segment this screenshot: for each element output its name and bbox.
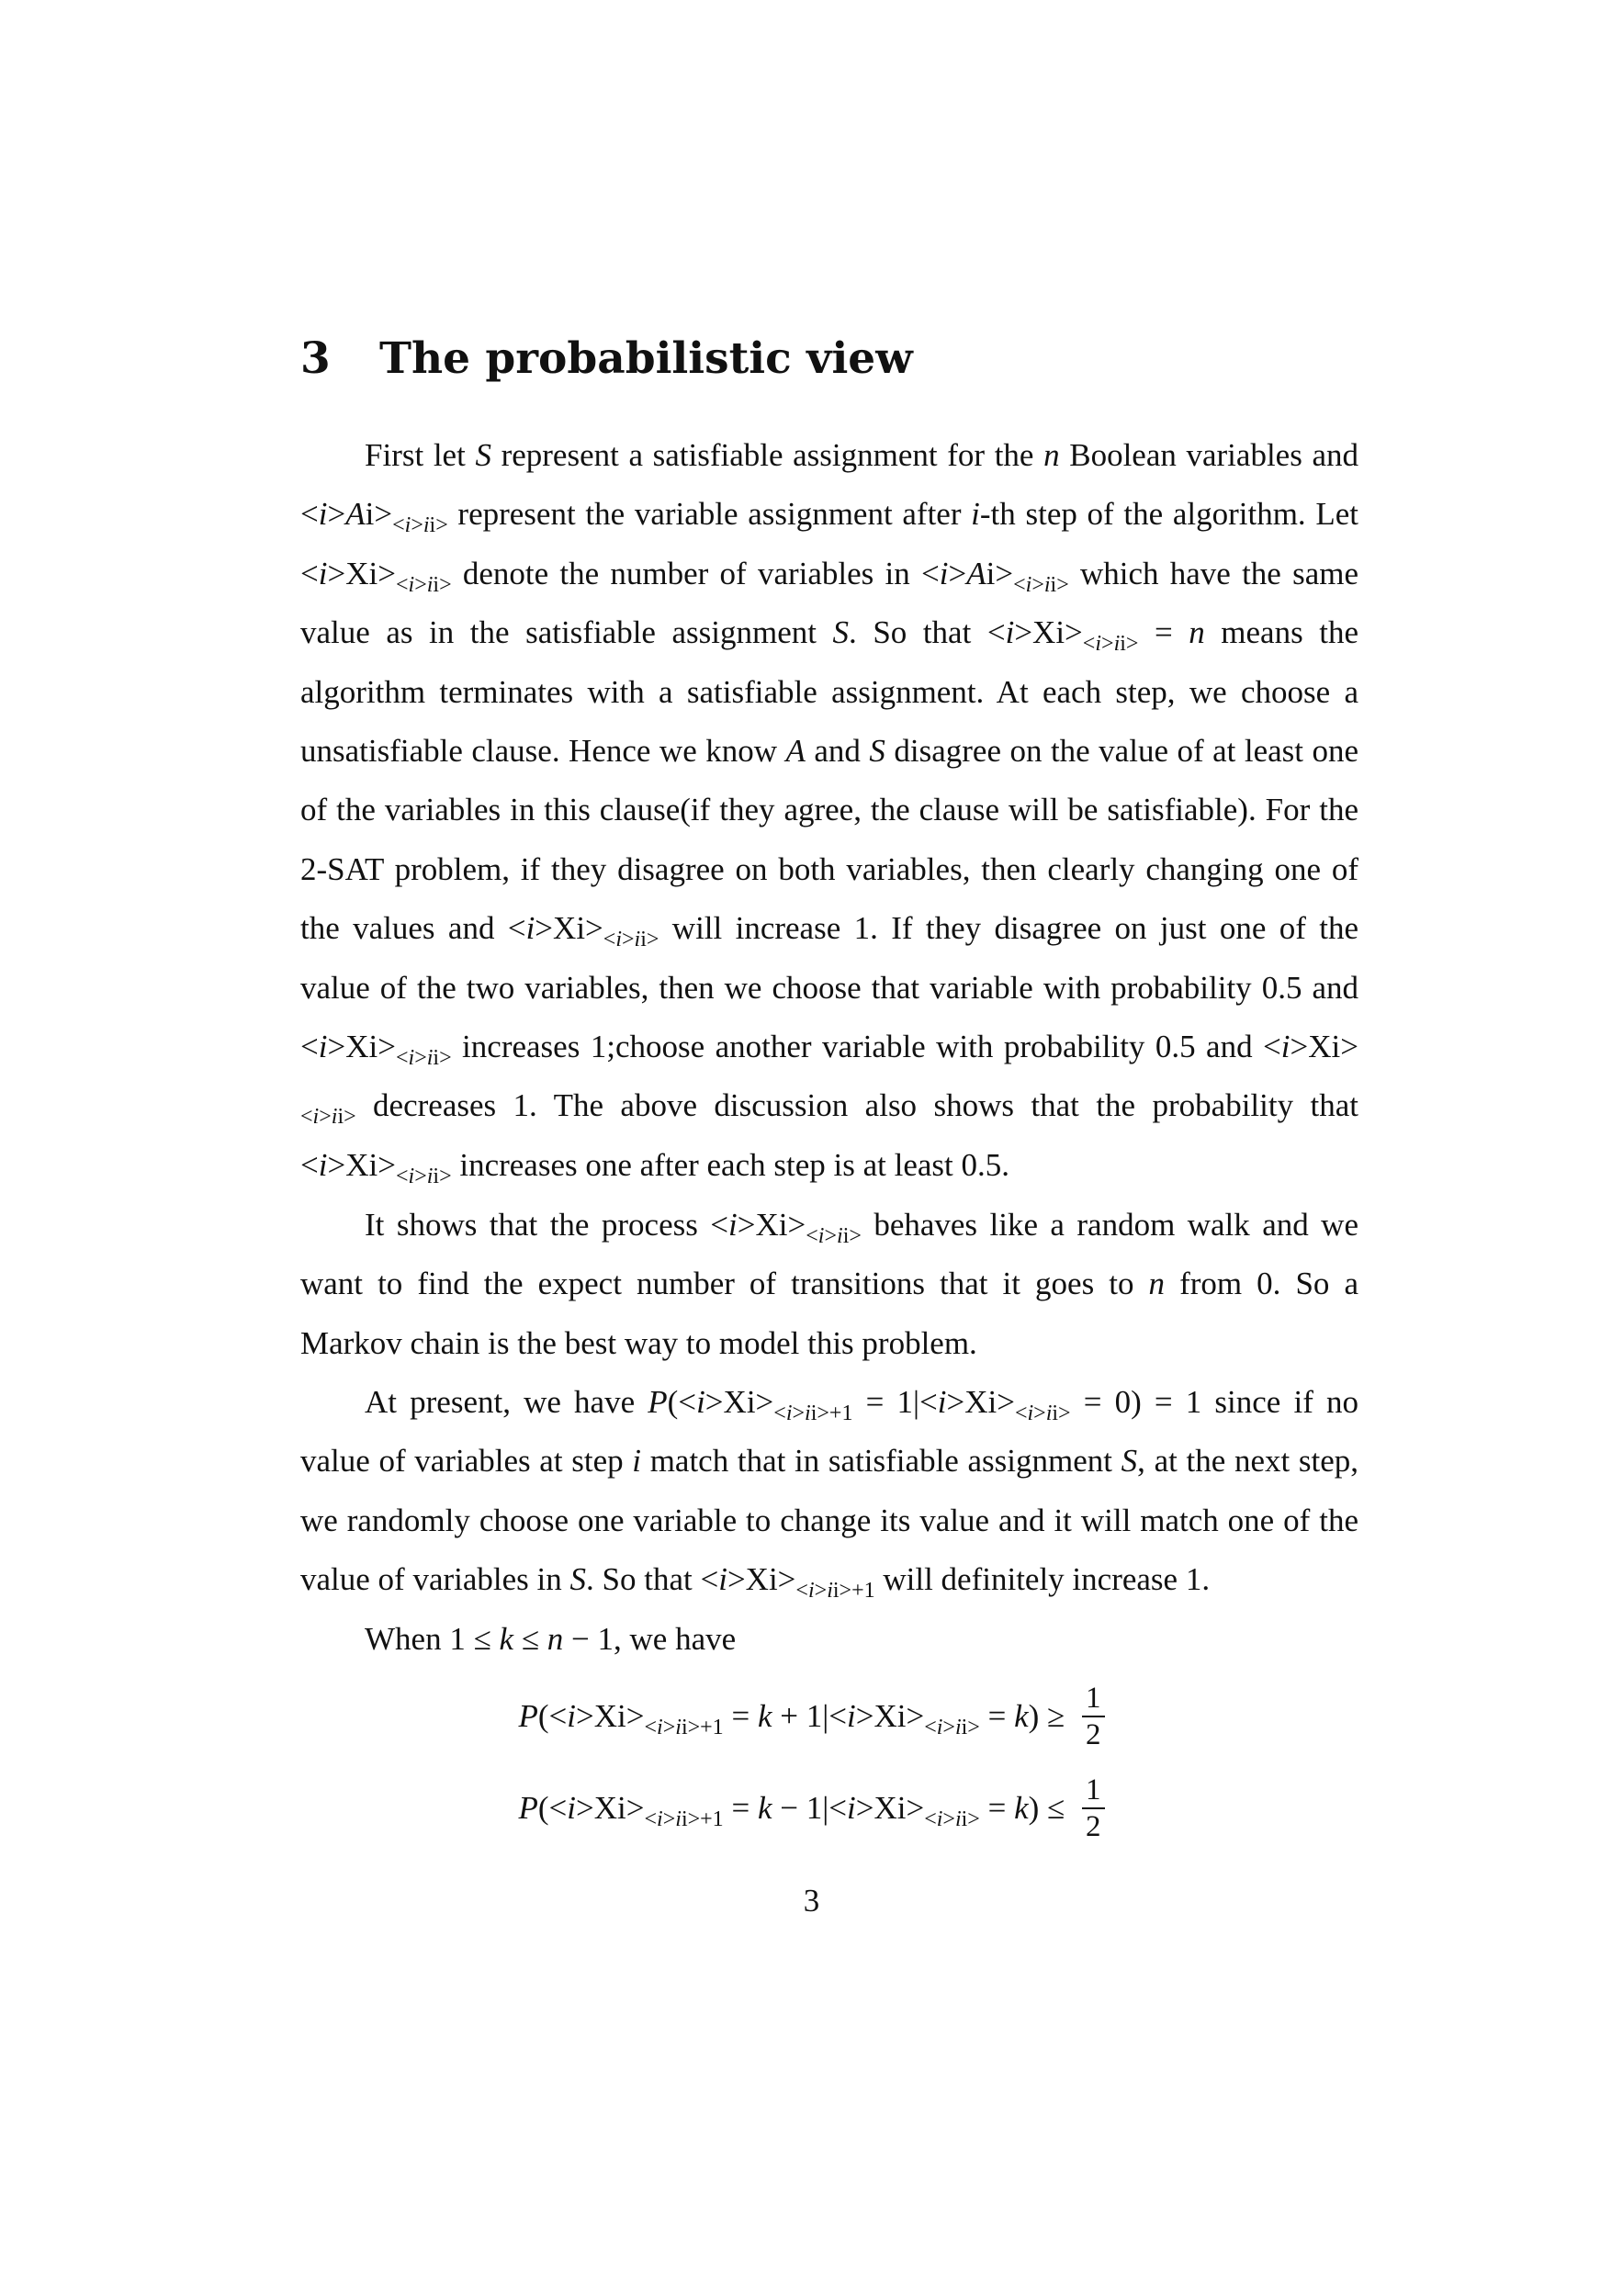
equation-2-denominator: 2 [1086,1810,1101,1843]
section-title: The probabilistic view [379,333,913,384]
equation-2-lhs: $P(<i>Xi>_{<i>ii>+1} = k - 1|<i>Xi>_{<i>ii>} = k)$ ≤ [518,1790,1065,1831]
equation-2-fraction [1082,1773,1105,1844]
equation-1-fraction [1082,1681,1105,1752]
paragraph-2: It shows that the process $<i>Xi>_{<i>ii>}$ behaves like a random walk and we want to find the expect number of transitions that it goes to n from 0. So a Markov chain is the best way to model this problem. [300,1207,1358,1361]
paragraph-4: When 1 ≤ k ≤ n − 1, we have [365,1621,737,1657]
paragraph-1: First let S represent a satisfiable assignment for the n Boolean variables and $<i>Ai>_{<i>ii>}$ represent the variable assignment after i-th step of the algorithm. Let $<i>Xi>_{<i>ii>}$ denote the number of variables in $<i>Ai>_{<i>ii>}$ which have the same value as in the satisfiable assignment S. So that $<i>Xi>_{<i>ii>} = n$ means the algorithm terminates with a satisfiable assignment. At each step, we choose a unsatisfiable clause. Hence we know A and S disagree on the value of at least one of the variables in this clause(if they agree, the clause will be satisfiable). For the 2-SAT problem, if they disagree on both variables, then clearly changing one of the values and $<i>Xi>_{<i>ii>}$ will increase 1. If they disagree on just one of the value of the two variables, then we choose that variable with probability 0.5 and $<i>Xi>_{<i>ii>}$ increases 1;choose another variable with probability 0.5 and $<i>Xi>_{<i>ii>}$ decreases 1. The above discussion also shows that the probability that $<i>Xi>_{<i>ii>}$ increases one after each step is at least 0.5. [300,437,1359,1188]
equation-1-denominator: 2 [1086,1718,1101,1751]
equation-2-numerator: 1 [1082,1773,1105,1809]
section-heading [300,329,913,389]
equation-2 [0,1773,1623,1844]
equation-1 [0,1681,1623,1752]
section-number: 3 [300,333,331,384]
paragraph-3: At present, we have $P(<i>Xi>_{<i>ii>+1} = 1|<i>Xi>_{<i>ii>} = 0) = 1$ since if no value of variables at step i match that in satisfiable assignment S, at the next step, we randomly choose one variable to change its value and it will match one of the value of variables in S. So that $<i>Xi>_{<i>ii>+1}$ will definitely increase 1. [300,1384,1358,1604]
page-number: 3 [803,1883,820,1919]
equation-1-lhs: $P(<i>Xi>_{<i>ii>+1} = k + 1|<i>Xi>_{<i>ii>} = k)$ ≥ [518,1698,1065,1739]
equation-1-numerator: 1 [1082,1681,1105,1717]
